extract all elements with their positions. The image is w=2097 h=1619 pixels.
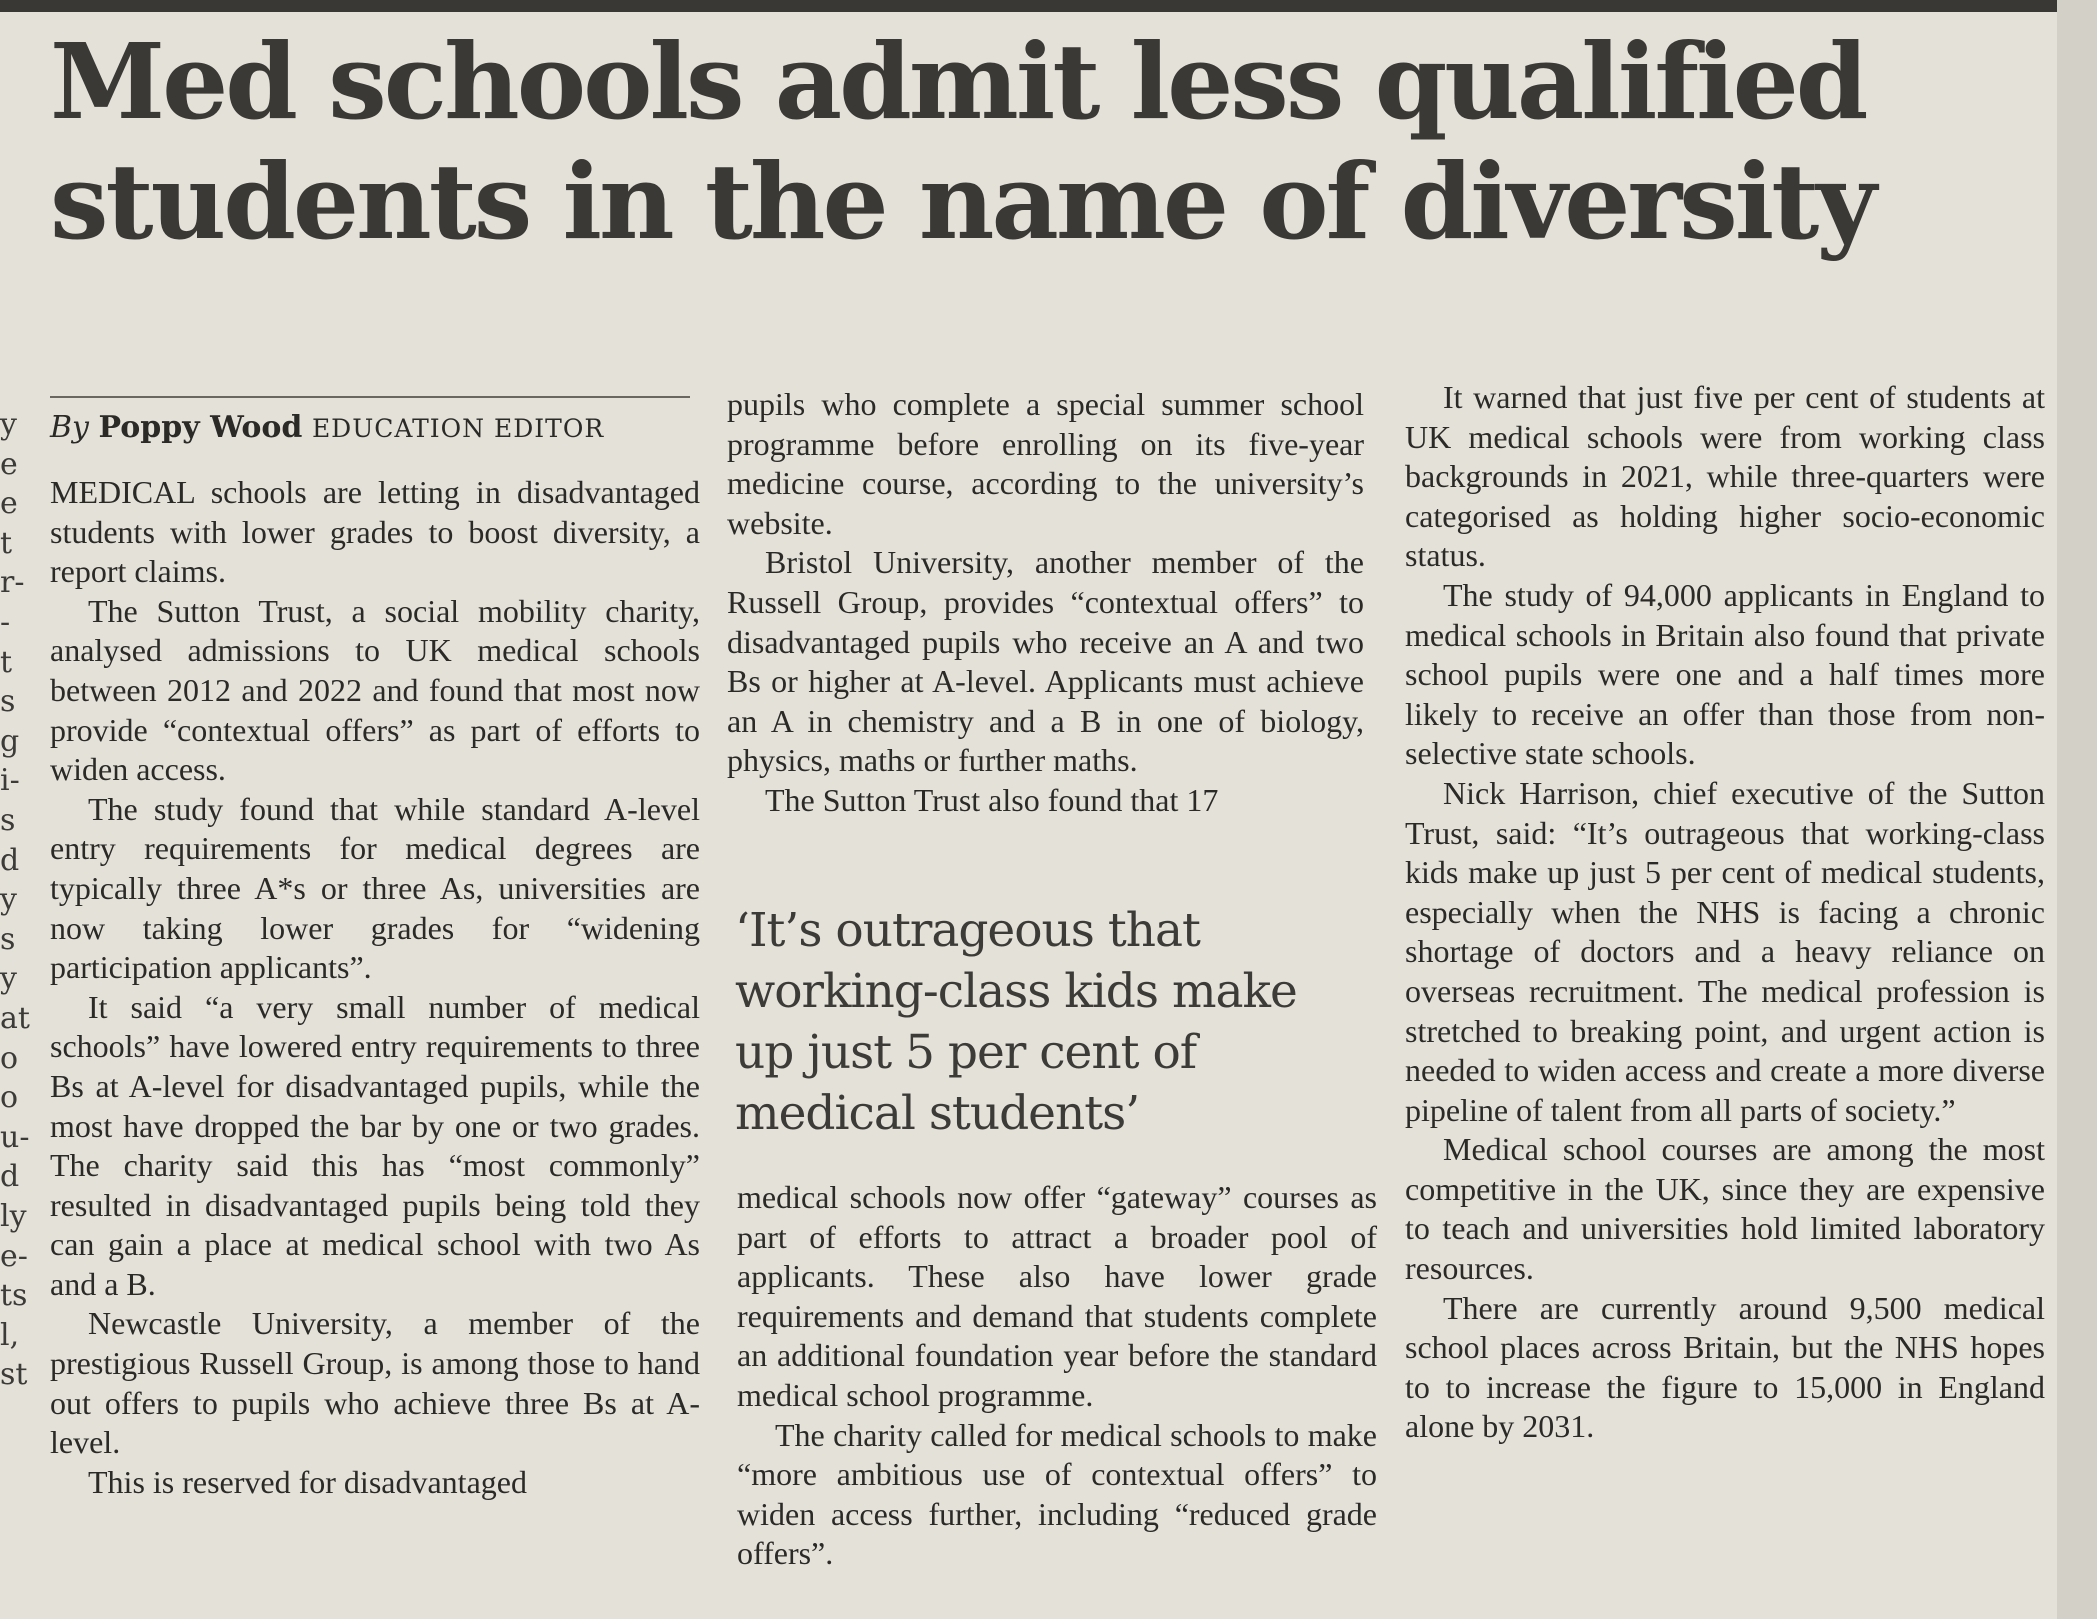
headline: [50, 22, 2030, 262]
edge-fragment: t: [0, 525, 13, 561]
edge-fragment: o: [0, 1080, 19, 1116]
byline-role: EDUCATION EDITOR: [311, 414, 605, 443]
edge-fragment: d: [0, 1159, 20, 1195]
edge-fragment: d: [0, 842, 20, 878]
adjacent-column-fragments: [0, 380, 34, 1619]
headline-line-1: Med schools admit less qualified: [50, 20, 1866, 143]
article-column-3: [1405, 378, 2045, 1447]
edge-fragment: y: [0, 407, 17, 442]
edge-fragment: y: [0, 882, 17, 918]
paragraph: The charity called for medical schools to make “more ambitious use of contextual offers” to widen access further, including “reduced grade offers”.: [737, 1416, 1377, 1572]
page-top-border: [0, 0, 2097, 12]
edge-fragment: t: [0, 644, 13, 680]
edge-fragment: e: [0, 486, 18, 522]
edge-fragment: at: [0, 1001, 30, 1036]
edge-fragment: u-: [0, 1119, 30, 1155]
edge-fragment: s: [0, 803, 16, 838]
pull-quote: ‘It’s outrageous that working-class kids make up just 5 per cent of medical students’: [735, 903, 1297, 1141]
paragraph: pupils who complete a special summer school programme before enrolling on its five-year medicine course, according to the university’s website.: [727, 386, 1364, 541]
edge-fragment: ts: [0, 1278, 28, 1314]
paragraph: Medical school courses are among the most competitive in the UK, since they are expensive to teach and universities hold limited laboratory resources.: [1405, 1131, 2045, 1287]
article-column-2-top: [727, 385, 1364, 821]
paragraph: This is reserved for disadvantaged: [88, 1463, 527, 1500]
paragraph: The study of 94,000 applicants in England to medical schools in Britain also found that private school pupils were one and a half times more likely to receive an offer than those from non-selective state schools.: [1405, 576, 2045, 772]
paragraph: It warned that just five per cent of students at UK medical schools were from working class backgrounds in 2021, while three-quarters were categorised as holding higher socio-economic status.: [1405, 379, 2045, 574]
edge-fragment: i-: [0, 763, 20, 799]
paragraph: Nick Harrison, chief executive of the Sutton Trust, said: “It’s outrageous that working-class kids make up just 5 per cent of medical students, especially when the NHS is facing a chronic shortage of doctors and a heavy reliance on overseas recruitment. The medical profession is stretched to breaking point, and urgent action is needed to widen access and create a more diverse pipeline of talent from all parts of society.”: [1405, 774, 2045, 1128]
paragraph: The Sutton Trust also found that 17: [765, 781, 1219, 818]
edge-fragment: -: [0, 605, 11, 640]
paragraph: medical schools now offer “gateway” courses as part of efforts to attract a broader pool of applicants. These also have lower grade requirements and demand that students complete an additional foundation year before the standard medical school programme.: [737, 1179, 1377, 1413]
paragraph: It said “a very small number of medical schools” have lowered entry requirements to three Bs at A-level for disadvantaged pupils, while the most have dropped the bar by one or two grades. The charity said this has “most commonly” resulted in disadvantaged pupils being told they can gain a place at medical school with two As and a B.: [50, 988, 700, 1302]
byline: [50, 410, 604, 447]
byline-by: By: [50, 410, 89, 445]
edge-fragment: g: [0, 723, 20, 759]
byline-rule: [50, 396, 690, 398]
edge-fragment: e: [0, 446, 18, 482]
edge-fragment: o: [0, 1040, 19, 1076]
paragraph: Newcastle University, a member of the prestigious Russell Group, is among those to hand out offers to pupils who achieve three Bs at A-level.: [50, 1305, 700, 1461]
headline-line-2: students in the name of diversity: [50, 140, 1874, 263]
edge-fragment: r-: [0, 565, 25, 601]
byline-author: Poppy Wood: [98, 410, 303, 445]
edge-fragment: e-: [0, 1238, 28, 1274]
paragraph: There are currently around 9,500 medical school places across Britain, but the NHS hopes to to increase the figure to 15,000 in England alone by 2031.: [1405, 1289, 2045, 1445]
page-right-edge: [2057, 0, 2097, 1619]
edge-fragment: ly: [0, 1199, 27, 1234]
edge-fragment: l,: [0, 1317, 20, 1353]
paragraph: MEDICAL schools are letting in disadvantaged students with lower grades to boost diversity, a report claims.: [50, 474, 700, 590]
article-column-1: [50, 473, 700, 1502]
edge-fragment: s: [0, 921, 16, 957]
paragraph: The Sutton Trust, a social mobility charity, analysed admissions to UK medical schools between 2012 and 2022 and found that most now provide “contextual offers” as part of efforts to widen access.: [50, 592, 700, 788]
edge-fragment: s: [0, 684, 16, 720]
edge-fragment: y: [0, 961, 17, 997]
paragraph: Bristol University, another member of the Russell Group, provides “contextual offers” to disadvantaged pupils who receive an A and two Bs or higher at A-level. Applicants must achieve an A in chemistry and a B in one of biology, physics, maths or further maths.: [727, 544, 1364, 779]
paragraph: The study found that while standard A-level entry requirements for medical degrees are typically three A*s or three As, universities are now taking lower grades for “widening participation applicants”.: [50, 790, 700, 986]
article-column-2-bottom: [737, 1178, 1377, 1574]
edge-fragment: st: [0, 1357, 28, 1393]
